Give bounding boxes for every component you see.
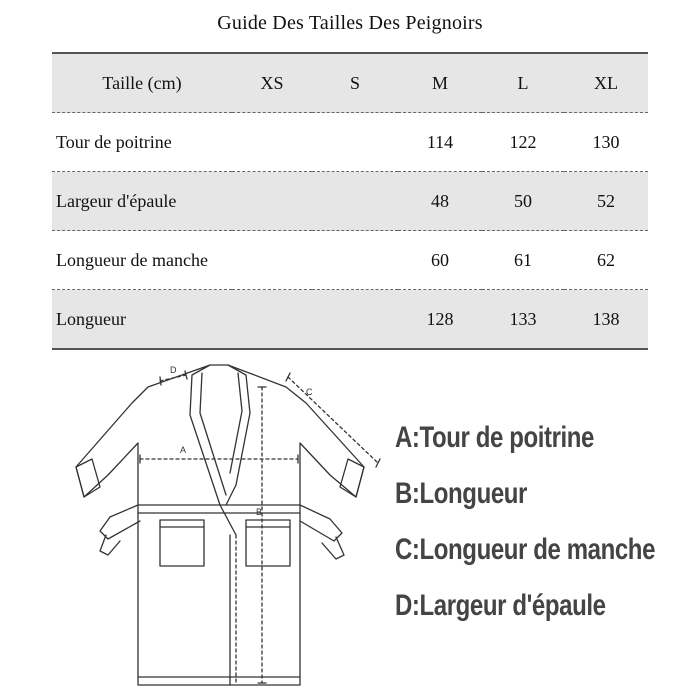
table-row [52,290,648,350]
legend-item-c: C:Longueur de manche [395,533,656,566]
cell-l: 122 [509,131,537,152]
header-xl: XL [594,72,618,93]
cell-xl: 62 [597,249,615,270]
cell-m: 128 [426,308,454,329]
header-xs: XS [260,72,284,93]
header-size-label: Taille (cm) [102,72,182,93]
cell-s [312,113,398,172]
header-m: M [431,72,448,93]
cell-m: 114 [426,131,454,152]
bathrobe-icon [60,355,400,695]
cell-m: 48 [431,190,449,211]
cell-s [312,172,398,231]
cell-xs [232,231,312,290]
cell-m: 60 [431,249,449,270]
row-label: Longueur de manche [56,249,208,270]
cell-xs [232,172,312,231]
cell-xs [232,113,312,172]
measurement-legend [395,418,655,642]
cell-l: 133 [509,308,537,329]
cell-l: 50 [514,190,532,211]
row-label: Largeur d'épaule [56,190,177,211]
legend-item-b: B:Longueur [395,477,527,510]
marker-a-label: A [180,445,187,455]
row-label: Tour de poitrine [56,131,172,152]
cell-s [312,290,398,350]
cell-xl: 130 [592,131,620,152]
marker-b-label: B [256,507,263,517]
marker-d-label: D [170,365,177,375]
page-title: Guide Des Tailles Des Peignoirs [217,12,483,34]
legend-item-a: A:Tour de poitrine [395,421,595,454]
table-row [52,172,648,231]
table-row [52,113,648,172]
table-row [52,231,648,290]
header-s: S [349,72,360,93]
row-label: Longueur [56,308,126,329]
header-l: L [517,72,529,93]
marker-c-label: C [306,387,313,397]
size-table [52,52,648,350]
cell-s [312,231,398,290]
table-header-row [52,53,648,113]
cell-xl: 138 [592,308,620,329]
legend-item-d: D:Largeur d'épaule [395,589,606,622]
cell-xl: 52 [597,190,615,211]
cell-xs [232,290,312,350]
cell-l: 61 [514,249,532,270]
